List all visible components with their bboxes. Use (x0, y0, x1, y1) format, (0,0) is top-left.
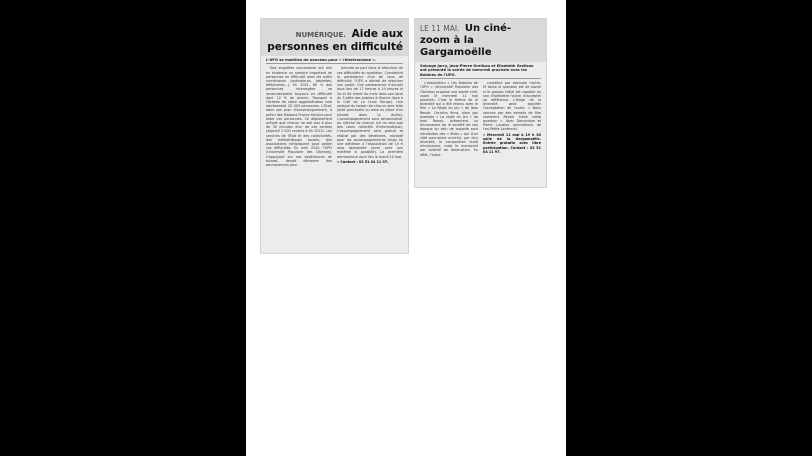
article-event-details: » Mercredi 11 mai à 19 h 30 salle de la Gargamoëlle. Entrée gratuite avec libre participation. Contact : 02 51 04 11 97. (483, 132, 541, 154)
article-clipping-digital-help (260, 18, 409, 254)
scanned-newspaper-page (246, 0, 566, 456)
article-headline (415, 19, 546, 62)
article-kicker: LE 11 MAI. (420, 24, 460, 33)
article-column (420, 81, 478, 157)
article-paragraph: L'association « Les Bobines de l'UPO » (Université Populaire des Olonnes) propose une soirée ciné-zoom le mercredi 11 mai prochain. C'est le thème de la diversité qui a été retenu avec le film « La Règle du jeu » de Jean Renoir. Certains films, alors par exemple « La règle du jeu » de Jean Renoir, présentent un microcosme de la société de son époque au sein de laquelle sont introduites des « êtres » qui d'un côté pourraient enrichir, par leur diversité, la composition dudit microcosme, mais le menacent par volonté de destruction. En effet, l'autre (420, 81, 478, 157)
article-column (483, 81, 541, 157)
article-columns (415, 80, 546, 157)
divider (420, 78, 541, 79)
article-column (337, 66, 403, 167)
divider (266, 63, 403, 64)
article-headline (261, 19, 408, 56)
article-paragraph: constitue par exemple l'autre. Et toute la question est de savoir si le groupe initial est capable ou non d'admettre l'autre, d'accepter sa différence. L'éloge de la diversité peut signifier l'acceptation de l'autre. « Nous verrons par des extraits de film comment Renoir traite cette question ». Avec Dominique et Pierre Laudiso (animateurs de l'ex-Petite Lanterne). (483, 81, 541, 132)
article-contact: » Contact : 02 51 04 11 97. (337, 159, 389, 164)
article-title: Un ciné-zoom à la Gargamoëlle (420, 23, 512, 58)
article-clipping-cine-zoom (414, 18, 547, 188)
article-standfirst: Solange Jarry, Jean-Pierre Greilsau et Elisabeth Greilsau ont présenté la soirée de mercredi prochain avec les Bobines de l'UPO. (420, 64, 534, 77)
article-columns (261, 65, 408, 167)
article-kicker: NUMÉRIQUE. (295, 31, 346, 39)
article-column (266, 66, 332, 167)
article-paragraph: prendre sa part dans la réduction de ces difficultés du quotidien. Constatant la persistance d'un tel taux de difficulté, l'UPO a décidé de réactiver son projet. Une permanence d'accueil aura lieu de 17 heures à 19 heures le 2e et 4e mardi du mois dans son local du 3 allée des Aubiers à Olonne (face à la Cité de La Croix Rouge). Une analyse du besoin de chacun sera faite (aide ponctuelle ou mise en place d'un tutorat dans la durée). L'accompagnement sera personnalisé, au rythme de chacun (ce ne sera pas des cours collectifs d'informatique). L'accompagnement sera gratuit et réalisé par des bénévoles, excepté pour les accompagnements longs où une adhésion à l'association de 10 € sera demandée (avec avec son matériel si possible). La première permanence aura lieu le mardi 10 mai. (337, 66, 403, 159)
article-standfirst: L'UPO se mobilise de nouveau pour « l'électronisme ». (266, 58, 377, 62)
article-title: Aide aux personnes en difficulté (267, 28, 403, 53)
article-paragraph: Des enquêtes successives ont mis en évidence un nombre important de personnes en difficulté avec les outils numériques (ordinateurs, tablettes, téléphones...). En 2021, 80 % des personnes interrogées se reconnaissaient toujours en difficulté dont 12 % de jeunes. Transpoil à l'échelle de notre agglomération cela représentait 20 000 personnes. L'État, dans son plan d'accompagnement, a prévu des Maisons France Service pour aider ces personnes. Ce déploiement prévoit que chacun ne soit pas à plus de 30 minutes d'un de ces centres (objectif 2 000 centres à fin 2022). Les services de l'État et des collectivités, des médiathèques locales, des associations s'impliquent pour pallier ces difficultés. En avril 2020, l'UPO (Université Populaire des Olonnes), s'appuyant sur ses expériences de tutorat, devait démarrer des permanences pour (266, 66, 332, 168)
